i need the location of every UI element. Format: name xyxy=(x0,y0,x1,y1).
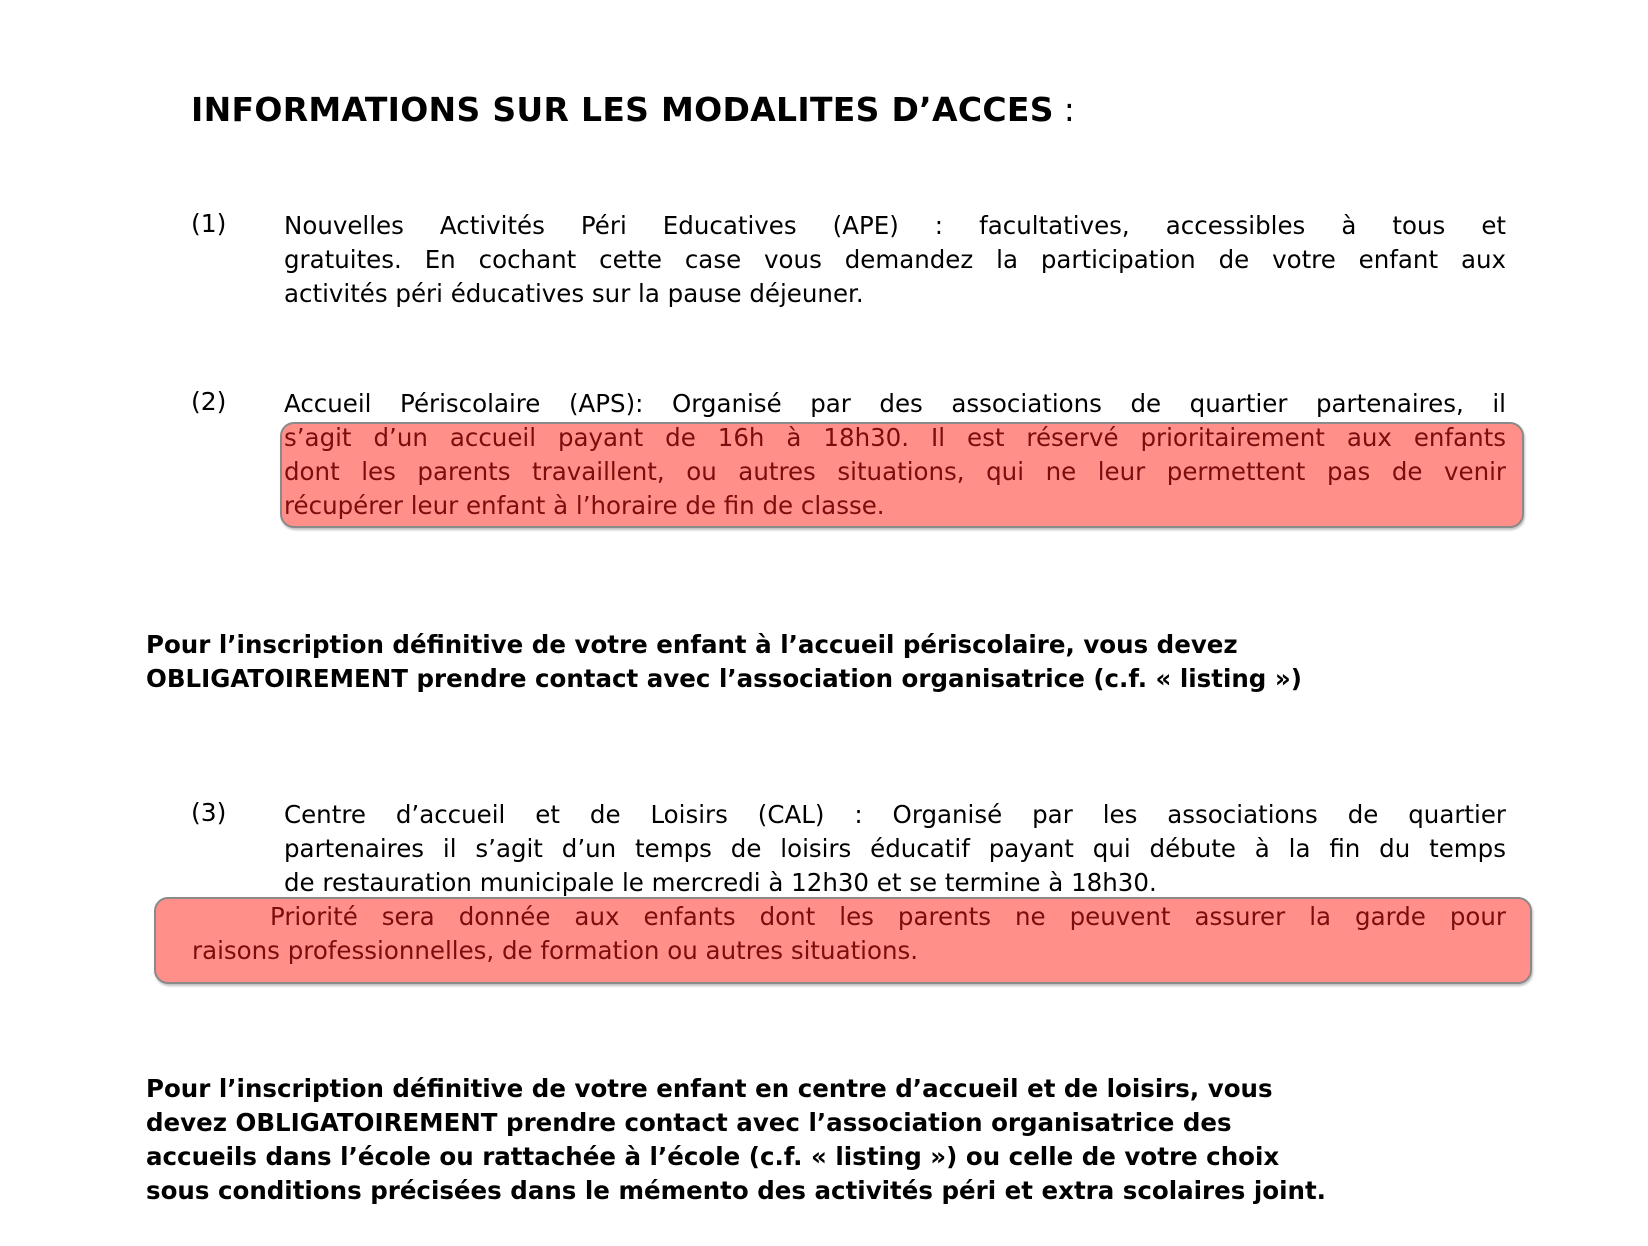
title-colon: : xyxy=(1063,90,1076,129)
item-cal-paragraph xyxy=(284,798,1506,900)
item-number-1: (1) xyxy=(191,209,227,238)
notice-line: Pour l’inscription définitive de votre enfant à l’accueil périscolaire, vous devez xyxy=(146,630,1238,659)
text-line: partenaires il s’agit d’un temps de loisirs éducatif payant qui débute à la fin du temps xyxy=(284,834,1506,863)
notice-line: sous conditions précisées dans le mémento des activités péri et extra scolaires joint. xyxy=(146,1176,1326,1205)
page-title xyxy=(191,90,1075,129)
highlighted-text-line: récupérer leur enfant à l’horaire de fin de classe. xyxy=(284,491,885,520)
text-line: activités péri éducatives sur la pause déjeuner. xyxy=(284,279,864,308)
notice-line: devez OBLIGATOIREMENT prendre contact avec l’association organisatrice des xyxy=(146,1108,1232,1137)
text-line: Accueil Périscolaire (APS): Organisé par des associations de quartier partenaires, il xyxy=(284,389,1506,418)
notice-line: accueils dans l’école ou rattachée à l’école (c.f. « listing ») ou celle de votre choix xyxy=(146,1142,1280,1171)
cal-priority-line-1 xyxy=(270,900,1506,934)
title-text: INFORMATIONS SUR LES MODALITES D’ACCES xyxy=(191,90,1054,129)
notice-cal xyxy=(146,1072,1326,1208)
cal-priority-line-2 xyxy=(192,934,918,968)
item-number-2: (2) xyxy=(191,387,227,416)
item-aps-paragraph xyxy=(284,387,1506,523)
highlighted-text-line: dont les parents travaillent, ou autres situations, qui ne leur permettent pas de venir xyxy=(284,457,1506,486)
text-line: de restauration municipale le mercredi à 12h30 et se termine à 18h30. xyxy=(284,868,1157,897)
notice-aps xyxy=(146,628,1302,696)
item-ape-paragraph xyxy=(284,209,1506,311)
notice-line: OBLIGATOIREMENT prendre contact avec l’association organisatrice (c.f. « listing ») xyxy=(146,664,1302,693)
notice-line: Pour l’inscription définitive de votre enfant en centre d’accueil et de loisirs, vous xyxy=(146,1074,1273,1103)
highlighted-text-line: raisons professionnelles, de formation ou autres situations. xyxy=(192,936,919,965)
text-line: gratuites. En cochant cette case vous demandez la participation de votre enfant aux xyxy=(284,245,1506,274)
item-number-3: (3) xyxy=(191,798,227,827)
text-line: Nouvelles Activités Péri Educatives (APE) : facultatives, accessibles à tous et xyxy=(284,211,1506,240)
highlighted-text-line: Priorité sera donnée aux enfants dont les parents ne peuvent assurer la garde pour xyxy=(270,902,1506,931)
text-line: Centre d’accueil et de Loisirs (CAL) : Organisé par les associations de quartier xyxy=(284,800,1506,829)
highlighted-text-line: s’agit d’un accueil payant de 16h à 18h30. Il est réservé prioritairement aux enfants xyxy=(284,423,1506,452)
